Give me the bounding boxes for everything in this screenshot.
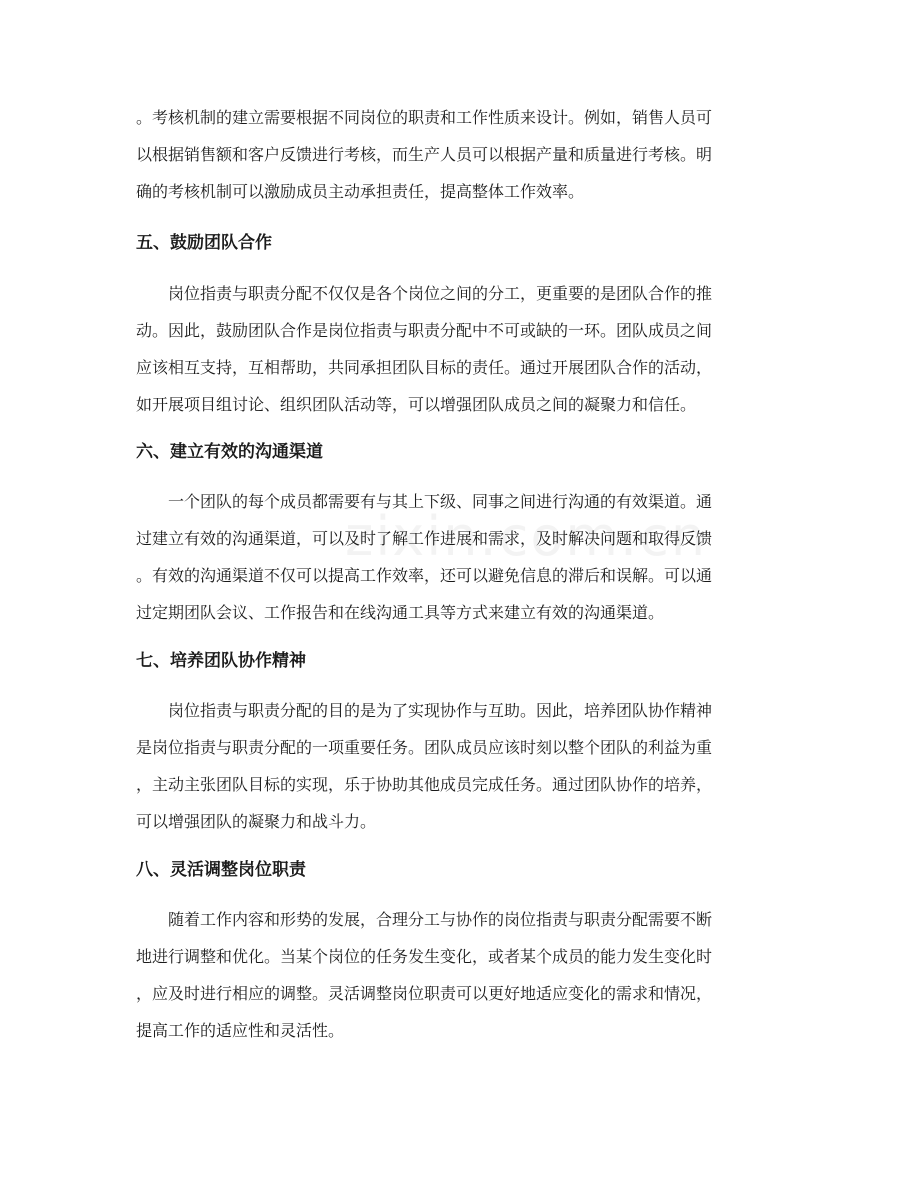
paragraph-line: 是岗位指责与职责分配的一项重要任务。团队成员应该时刻以整个团队的利益为重 xyxy=(136,738,713,757)
paragraph-line: 岗位指责与职责分配的目的是为了实现协作与互助。因此，培养团队协作精神 xyxy=(168,701,713,720)
paragraph-line: 提高工作的适应性和灵活性。 xyxy=(136,1021,345,1040)
section-heading: 七、培养团队协作精神 xyxy=(136,651,306,671)
paragraph-line: 应该相互支持，互相帮助，共同承担团队目标的责任。通过开展团队合作的活动， xyxy=(136,358,713,377)
section-heading: 六、建立有效的沟通渠道 xyxy=(136,442,323,462)
paragraph-line: 可以增强团队的凝聚力和战斗力。 xyxy=(136,812,377,831)
paragraph-line: 过建立有效的沟通渠道，可以及时了解工作进展和需求，及时解决问题和取得反馈 xyxy=(136,529,713,548)
paragraph-line: ，应及时进行相应的调整。灵活调整岗位职责可以更好地适应变化的需求和情况， xyxy=(136,984,713,1003)
paragraph-line: 岗位指责与职责分配不仅仅是各个岗位之间的分工，更重要的是团队合作的推 xyxy=(168,284,713,303)
paragraph-line: 随着工作内容和形势的发展，合理分工与协作的岗位指责与职责分配需要不断 xyxy=(168,910,713,929)
paragraph-line: 。考核机制的建立需要根据不同岗位的职责和工作性质来设计。例如，销售人员可 xyxy=(136,108,713,127)
section-heading: 八、灵活调整岗位职责 xyxy=(136,860,306,880)
paragraph-line: 过定期团队会议、工作报告和在线沟通工具等方式来建立有效的沟通渠道。 xyxy=(136,603,665,622)
paragraph-line: 以根据销售额和客户反馈进行考核，而生产人员可以根据产量和质量进行考核。明 xyxy=(136,145,713,164)
paragraph-line: 动。因此，鼓励团队合作是岗位指责与职责分配中不可或缺的一环。团队成员之间 xyxy=(136,321,713,340)
paragraph-line: 如开展项目组讨论、组织团队活动等，可以增强团队成员之间的凝聚力和信任。 xyxy=(136,395,697,414)
paragraph-line: ，主动主张团队目标的实现，乐于协助其他成员完成任务。通过团队协作的培养， xyxy=(136,775,713,794)
paragraph-line: 地进行调整和优化。当某个岗位的任务发生变化，或者某个成员的能力发生变化时 xyxy=(136,947,713,966)
paragraph-line: 确的考核机制可以激励成员主动承担责任，提高整体工作效率。 xyxy=(136,182,585,201)
section-heading: 五、鼓励团队合作 xyxy=(136,233,272,253)
paragraph-line: 一个团队的每个成员都需要有与其上下级、同事之间进行沟通的有效渠道。通 xyxy=(168,492,713,511)
paragraph-line: 。有效的沟通渠道不仅可以提高工作效率，还可以避免信息的滞后和误解。可以通 xyxy=(136,566,713,585)
